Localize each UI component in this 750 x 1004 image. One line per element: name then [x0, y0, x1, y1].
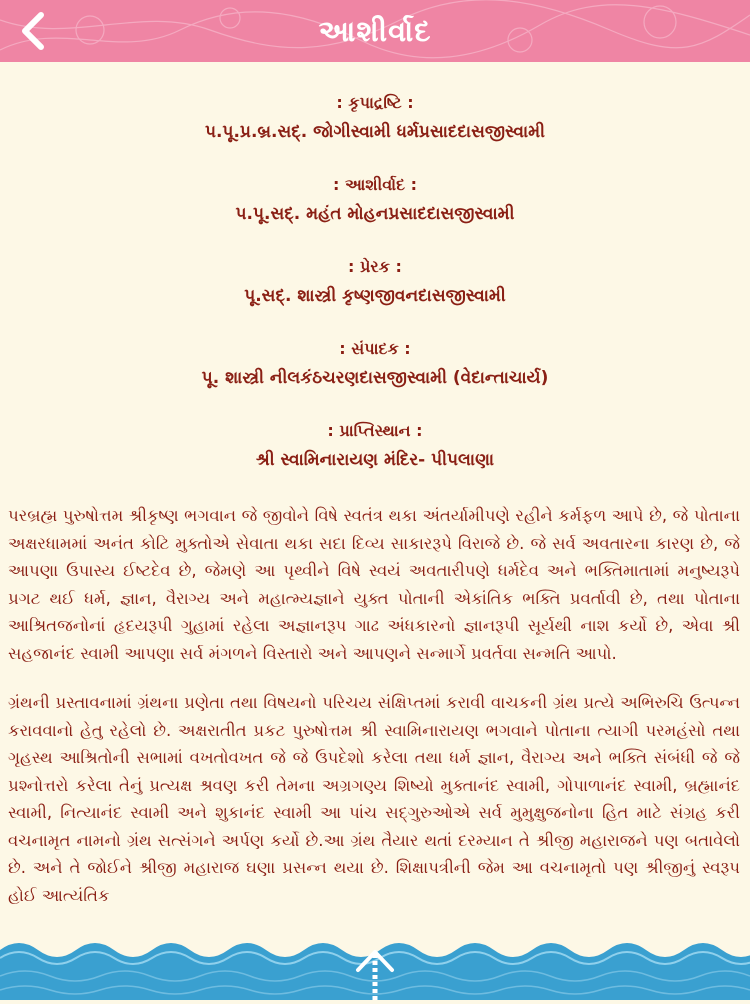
intro-paragraph: પરબ્રહ્મ પુરુષોત્તમ શ્રીકૃષ્ણ ભગવાન જે જીવોને વિષે સ્વતંત્ર થકા અંતર્યામીપણે રહીને કર્મફળ આપે છે, જે પોતાના અક્ષરધામમાં અનંત કોટિ મુક્તોએ સેવાતા થકા સદા દિવ્ય સાકારરૂપે વિરાજે છે. જે સર્વ અવતારના કારણ છે, જે આપણા ઉપાસ્ય ઈષ્ટદેવ છે, જેમણે આ પૃથ્વીને વિષે સ્વયં અવતારીપણે ધર્મદેવ અને ભક્તિમાતામાં મનુષ્યરૂપે પ્રગટ થઈ ધર્મ, જ્ઞાન, વૈરાગ્ય અને મહાત્મ્યજ્ઞાને યુક્ત પોતાની એકાંતિક ભક્તિ પ્રવર્તાવી છે, તથા પોતાના આશ્રિતજનોનાં હૃદયરૂપી ગુહામાં રહેલા અજ્ઞાનરૂપ ગાઢ અંધકારનો જ્ઞાનરૂપી સૂર્યથી નાશ કર્યો છે, એવા શ્રી સહજાનંદ સ્વામી આપણા સર્વ મંગળને વિસ્તારો અને આપણને સન્માર્ગે પ્રવર્તવા સન્મતિ આપો.	[8, 506, 740, 663]
credit-block-availability	[0, 420, 750, 472]
credit-role: : પ્રાપ્તિસ્થાન :	[327, 421, 423, 440]
credit-name: પ.પૂ.સદ્. મહંત મોહનપ્રસાદદાસજીસ્વામી	[235, 204, 515, 224]
credit-name: શ્રી સ્વામિનારાયણ મંદિર- પીપલાણા	[255, 450, 495, 470]
content-scroll-area[interactable]	[0, 62, 750, 938]
page-title: આશીર્વાદ	[318, 13, 432, 48]
credit-name: પ.પૂ.પ્ર.બ્ર.સદ્. જોગીસ્વામી ધર્મપ્રસાદદાસજીસ્વામી	[204, 122, 546, 142]
credit-role: : પ્રેરક :	[348, 257, 402, 276]
credit-name: પૂ.સદ્. શાસ્ત્રી કૃષ્ણજીવનદાસજીસ્વામી	[244, 286, 506, 306]
arrow-up-icon	[354, 948, 396, 1000]
credit-role: : આશીર્વાદ :	[332, 175, 418, 194]
credit-block-editor	[0, 338, 750, 390]
preface-paragraph: ગ્રંથની પ્રસ્તાવનામાં ગ્રંથના પ્રણેતા તથા વિષયનો પરિચય સંક્ષિપ્તમાં કરાવી વાચકની ગ્રંથ પ્રત્યે અભિરુચિ ઉત્પન્ન કરાવવાનો હેતુ રહેલો છે. અક્ષરાતીત પ્રકટ પુરુષોત્તમ શ્રી સ્વામિનારાયણ ભગવાને પોતાના ત્યાગી પરમહંસો તથા ગૃહસ્થ આશ્રિતોની સભામાં વખતોવખત જે જે ઉપદેશો કરેલા તથા ધર્મ જ્ઞાન, વૈરાગ્ય અને ભક્તિ સંબંધી જે જે પ્રશ્નોત્તરો કરેલા તેનું પ્રત્યક્ષ શ્રવણ કરી તેમના અગ્રગણ્ય શિષ્યો મુક્તાનંદ સ્વામી, ગોપાળાનંદ સ્વામી, બ્રહ્માનંદ સ્વામી, નિત્યાનંદ સ્વામી અને શુકાનંદ સ્વામી આ પાંચ સદ્ગુરુઓએ સર્વ મુમુક્ષુજનોના હિત માટે સંગ્રહ કરી વચનામૃત નામનો ગ્રંથ સત્સંગને અર્પણ કર્યો છે.આ ગ્રંથ તૈયાર થતાં દરમ્યાન તે શ્રીજી મહારાજને પણ બતાવેલો છે. અને તે જોઈને શ્રીજી મહારાજ ઘણા પ્રસન્ન થયા છે. શિક્ષાપત્રીની જેમ આ વચનામૃતો પણ શ્રીજીનું સ્વરૂપ હોઈ આત્યંતિક	[8, 693, 740, 905]
credit-block-inspiration	[0, 256, 750, 308]
credit-role: : કૃપાદ્રષ્ટિ :	[336, 93, 414, 112]
app-header	[0, 0, 750, 62]
credit-block-blessing-grace	[0, 92, 750, 144]
credit-block-blessing	[0, 174, 750, 226]
scroll-to-top-button[interactable]	[354, 948, 396, 1000]
credit-role: : સંપાદક :	[339, 339, 411, 358]
credits-section	[0, 92, 750, 472]
credit-name: પૂ. શાસ્ત્રી નીલકંઠચરણદાસજીસ્વામી (વેદાન્તાચાર્ય)	[201, 368, 549, 388]
